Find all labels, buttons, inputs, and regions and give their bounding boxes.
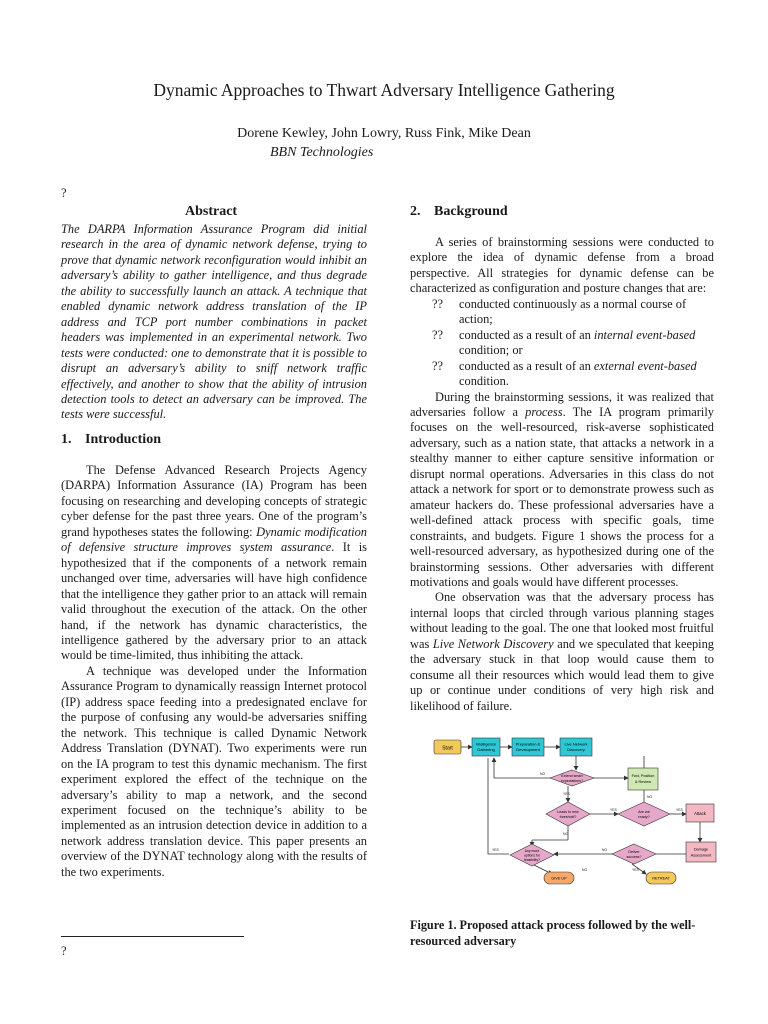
text-run: condition; or <box>459 343 523 358</box>
emphasis-text: external event-based <box>593 358 697 373</box>
figure-caption: Figure 1. Proposed attack process followed by the well-resourced adversary <box>410 918 696 948</box>
footnote-rule <box>61 936 244 937</box>
section-number: 1. <box>61 432 72 447</box>
background-body <box>410 235 714 714</box>
section-title: Introduction <box>85 432 161 447</box>
branch-label: YES <box>632 868 639 872</box>
background-paragraph-1: A series of brainstorming sessions were conducted to explore the idea of dynamic defense from a broad perspective. All strategies for dynamic defense can be characterized as configuration and posture changes that are: <box>410 235 714 296</box>
paper-title: Dynamic Approaches to Thwart Adversary Intelligence Gathering <box>153 80 615 100</box>
node-label: Any more <box>524 849 540 853</box>
flowchart-nodes <box>434 738 716 884</box>
text-run: condition. <box>459 374 509 389</box>
abstract-heading: Abstract <box>185 204 238 219</box>
branch-label: YES <box>676 808 683 812</box>
list-item <box>410 359 714 390</box>
bullet-mark: ?? <box>432 327 443 342</box>
node-label: threshold? <box>559 815 577 819</box>
branch-label: NO <box>602 848 608 852</box>
introduction-body <box>61 463 367 880</box>
node-label: Assessment <box>690 853 712 858</box>
section-number: 2. <box>410 204 421 219</box>
node-label: RETREAT <box>652 876 670 881</box>
node-label: feasibility? <box>524 858 540 862</box>
intro-paragraph-1 <box>61 463 367 664</box>
section-heading-introduction <box>61 432 161 448</box>
node-label: Intelligence <box>475 741 497 747</box>
node-label: Development <box>516 747 540 752</box>
footnote-marker-bottom: ? <box>61 944 67 958</box>
text-run: One observation was that the adversary process has internal loops that circled through various planning stages without leading to the goal. The one that looked most fruitful was <box>410 590 714 651</box>
node-label: options for <box>524 853 540 858</box>
node-label: GIVE UP <box>551 876 567 881</box>
node-label: Discovery <box>567 747 585 752</box>
text-run: During the brainstorming sessions, it was realized that adversaries follow a <box>410 389 714 419</box>
node-label: Deliver <box>628 850 640 854</box>
node-label: & Review <box>634 780 652 784</box>
branch-label: NO <box>582 868 588 872</box>
node-label: Gathering <box>477 747 495 752</box>
node-label: Attack <box>694 811 706 816</box>
start-node-label: Start <box>442 745 453 752</box>
fwd-position-review-node <box>628 768 658 790</box>
node-label: Leads to new <box>557 810 579 814</box>
emphasis-text: process <box>525 404 563 419</box>
background-paragraph-3 <box>410 590 714 714</box>
node-label: Are we <box>638 810 650 814</box>
section-title: Background <box>434 204 508 219</box>
node-label: Damage <box>693 847 709 852</box>
affiliation: BBN Technologies <box>270 145 374 160</box>
list-item-text: conducted continuously as a normal course of action; <box>459 296 687 327</box>
footnote-marker-top: ? <box>61 186 67 200</box>
strategy-list <box>410 297 714 390</box>
emphasis-text: Live Network Discovery <box>432 636 554 651</box>
branch-label: YES <box>492 848 499 852</box>
emphasis-text: internal event-based <box>593 327 696 342</box>
node-label: Preparation & <box>515 741 541 747</box>
abstract-paragraph: The DARPA Information Assurance Program did initial research in the area of dynamic network defense, trying to prove that dynamic network reconfiguration would inhibit an adversary’s ability to gather intelligence, and thus degrade the ability to successfully launch an attack. A technique that enabled dynamic network address translation of the IP address and TCP port number combinations in packet headers was implemented in an experimental network. Two tests were conducted: one to demonstrate that it is possible to disrupt an adversary’s ability to sniff network traffic effectively, and another to show that the ability of intrusion detection tools to detect an adversary can be improved. The tests were successful. <box>61 222 367 422</box>
background-paragraph-2 <box>410 390 714 591</box>
emphasis-text: Dynamic modification of defensive structure improves system assurance <box>61 524 367 555</box>
branch-label: NO <box>647 795 653 799</box>
leads-to-threshold-decision <box>546 802 590 826</box>
text-run: . It is hypothesized that if the components of a network remain unchanged over time, adversaries will have high confidence that the intelligence they gather prior to an attack will remain valid throughout the execution of the attack. On the other hand, if the network has dynamic characteristics, the intelligence gathered by the adversary prior to an attack would be time-limited, thus inhibiting the attack. <box>61 540 367 663</box>
bullet-mark: ?? <box>432 296 443 311</box>
section-heading-background <box>410 204 508 220</box>
node-label: Fwd, Position <box>631 774 655 778</box>
list-item-text <box>459 328 714 359</box>
text-run: conducted as a result of an <box>459 327 594 342</box>
author-list: Dorene Kewley, John Lowry, Russ Fink, Mike Dean <box>237 126 531 141</box>
branch-label: YES <box>610 808 617 812</box>
branch-label: NO <box>540 772 546 776</box>
node-label: success? <box>626 855 642 859</box>
text-run: conducted as a result of an <box>459 358 594 373</box>
list-item-text <box>459 359 714 390</box>
readiness-decision <box>618 802 670 826</box>
text-run: The Defense Advanced Research Projects Agency (DARPA) Information Assurance (IA) Program has been focusing on researching and developing concepts of strategic cyber defense for the past three years. One of the program’s grand hypotheses states the following: <box>61 463 367 539</box>
attack-process-flowchart <box>432 718 732 898</box>
deliver-success-decision <box>612 844 656 864</box>
node-label: expectations? <box>560 779 584 783</box>
intro-paragraph-2: A technique was developed under the Information Assurance Program to dynamically reassign Internet protocol (IP) address space feeding into a predesignated enclave for the purpose of confusing any would-be adversaries sniffing the network. This technique is called Dynamic Network Address Translation (DYNAT). Two experiments were run on the IA program to test this dynamic mechanism. The first experiment explored the effect of the technique on the adversary’s ability to map a network, and the second experiment focused on the technique’s ability to be implemented as an intrusion detection device in addition to a network address translation device. This paper presents an overview of the DYNAT technology along with the results of the two experiments. <box>61 663 367 879</box>
list-item <box>410 328 714 359</box>
bullet-mark: ?? <box>432 358 443 373</box>
text-run: . The IA program primarily focuses on the well-resourced, risk-averse sophisticated adversary, such as a nation state, that attacks a network in a stealthy manner to either capture sensitive information or disrupt normal operations. Adversaries in this class do not attack a network for sport or to demonstrate prowess such as amateur hackers do. These professional adversaries have a well-defined attack process with specific goals, time constraints, and budgets. Figure 1 shows the process for a well-resourced adversary, as hypothesized during one of the brainstorming sessions. Other adversaries with different motivations and goals would have different processes. <box>410 404 714 589</box>
abstract-text <box>61 222 367 423</box>
extend-expectations-decision <box>550 770 594 786</box>
node-label: ready? <box>638 815 650 819</box>
text-run: and we speculated that keeping the adversary stuck in that loop would cause them to consume all their resources which would lead them to give up or continue under conditions of very high risk and likelihood of failure. <box>410 636 715 713</box>
branch-label: YES <box>563 792 570 796</box>
node-label: Live Network <box>564 741 588 747</box>
branch-label: NO <box>563 832 569 836</box>
damage-assessment-node <box>686 842 716 862</box>
node-label: Extend smart <box>561 774 583 778</box>
list-item <box>410 297 714 328</box>
connector <box>488 758 509 854</box>
